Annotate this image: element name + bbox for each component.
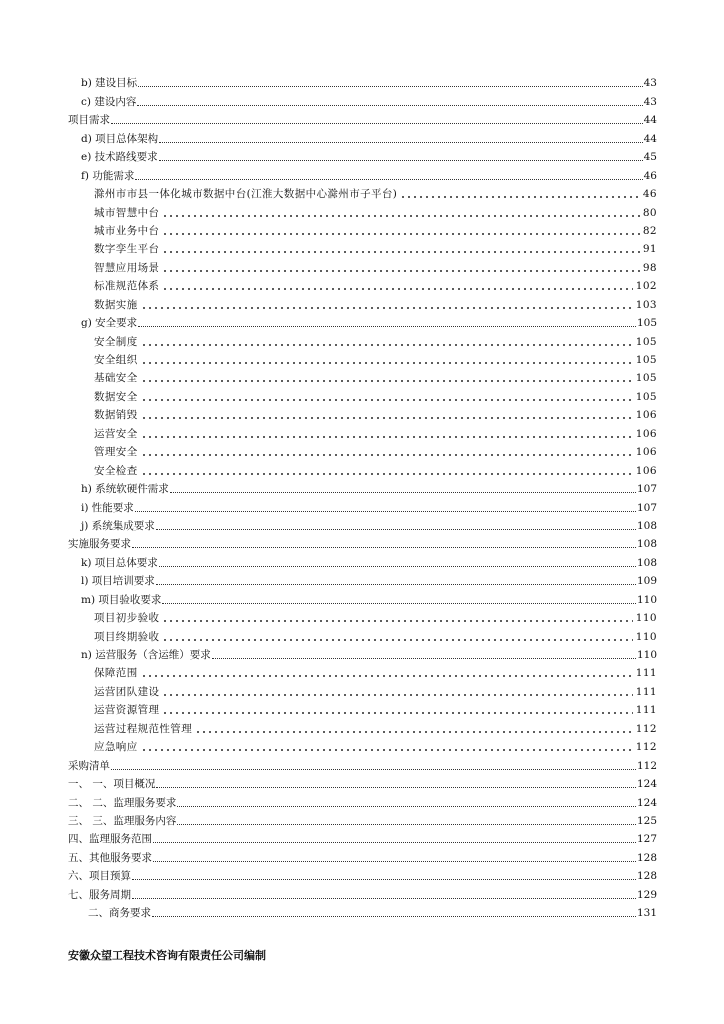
toc-entry-title: h) 系统软硬件需求 — [81, 483, 169, 496]
toc-entry-page-number: 106 — [635, 427, 657, 440]
dot-leader — [141, 417, 633, 419]
toc-entry-title: 二、 二、监理服务要求 — [68, 796, 177, 809]
toc-entry-title: n) 运营服务（含运维）要求 — [81, 649, 211, 661]
toc-entry-page-number: 108 — [636, 538, 657, 551]
dot-leader — [137, 105, 642, 106]
toc-entry[interactable] — [68, 258, 657, 276]
toc-entry-title: 四、监理服务范围 — [68, 833, 152, 846]
toc-entry[interactable] — [68, 756, 657, 774]
dot-leader — [141, 436, 633, 438]
toc-entry[interactable] — [68, 572, 657, 590]
dot-leader — [141, 675, 633, 677]
dot-leader — [156, 584, 636, 585]
toc-entry[interactable] — [68, 480, 657, 498]
dot-leader — [162, 215, 639, 217]
dot-leader — [195, 731, 633, 733]
toc-entry-title: 智慧应用场景 — [94, 261, 160, 274]
toc-entry[interactable] — [68, 793, 657, 811]
dot-leader — [132, 879, 636, 880]
toc-entry[interactable] — [68, 240, 657, 258]
document-credit: 安徽众望工程技术咨询有限责任公司编制 — [68, 949, 266, 962]
toc-entry-title: g) 安全要求 — [81, 317, 138, 330]
toc-entry[interactable] — [68, 664, 657, 682]
toc-entry[interactable] — [68, 775, 657, 793]
toc-entry-title: 二、商务要求 — [88, 907, 151, 920]
toc-entry-title: 实施服务要求 — [68, 538, 131, 551]
dot-leader — [162, 288, 632, 290]
dot-leader — [170, 492, 636, 493]
toc-entry-page-number: 110 — [635, 630, 657, 643]
toc-entry-page-number: 108 — [636, 519, 657, 532]
toc-entry[interactable] — [68, 148, 657, 166]
toc-entry[interactable] — [68, 314, 657, 332]
toc-entry[interactable] — [68, 369, 657, 387]
dot-leader — [159, 566, 636, 567]
toc-entry[interactable] — [68, 812, 657, 830]
toc-entry[interactable] — [68, 111, 657, 129]
toc-entry-title: c) 建设内容 — [81, 95, 137, 108]
toc-entry[interactable] — [68, 701, 657, 719]
dot-leader — [111, 123, 643, 124]
toc-entry-page-number: 112 — [635, 741, 657, 754]
toc-entry-page-number: 44 — [643, 114, 657, 127]
toc-entry-page-number: 82 — [642, 224, 657, 237]
dot-leader — [153, 861, 636, 862]
dot-leader — [111, 769, 636, 770]
toc-entry-title: 运营资源管理 — [94, 704, 160, 717]
toc-entry-page-number: 105 — [635, 390, 657, 403]
toc-entry-page-number: 107 — [636, 483, 657, 496]
toc-entry[interactable] — [68, 738, 657, 756]
toc-entry[interactable] — [68, 609, 657, 627]
toc-entry-page-number: 44 — [643, 132, 657, 145]
dot-leader — [138, 86, 642, 87]
toc-entry[interactable] — [68, 830, 657, 848]
dot-leader — [162, 620, 632, 622]
toc-entry[interactable] — [68, 461, 657, 479]
toc-entry-page-number: 128 — [636, 851, 657, 864]
toc-entry-title: 应急响应 — [94, 741, 138, 754]
toc-entry[interactable] — [68, 92, 657, 110]
toc-entry-title: 数字孪生平台 — [94, 243, 160, 256]
toc-entry[interactable] — [68, 867, 657, 885]
toc-entry-page-number: 111 — [635, 704, 657, 717]
toc-entry-page-number: 111 — [635, 667, 657, 680]
dot-leader — [141, 749, 633, 751]
toc-entry-title: 项目初步验收 — [94, 612, 160, 625]
toc-entry-page-number: 109 — [636, 575, 657, 588]
toc-entry-page-number: 46 — [642, 188, 657, 201]
dot-leader — [141, 454, 633, 456]
dot-leader — [141, 307, 633, 309]
toc-entry-page-number: 111 — [635, 685, 657, 698]
toc-entry[interactable] — [68, 277, 657, 295]
toc-entry-title: i) 性能要求 — [81, 501, 134, 514]
dot-leader — [141, 344, 633, 346]
toc-entry-title: d) 项目总体架构 — [81, 132, 159, 145]
toc-entry-title: 城市业务中台 — [94, 224, 160, 237]
dot-leader — [132, 898, 636, 899]
toc-entry[interactable] — [68, 885, 657, 903]
toc-entry[interactable] — [68, 904, 657, 922]
toc-entry[interactable] — [68, 222, 657, 240]
toc-entry-page-number: 131 — [636, 907, 657, 920]
toc-entry-title: 七、服务周期 — [68, 888, 131, 901]
toc-entry-title: 安全检查 — [94, 464, 138, 477]
toc-entry-page-number: 112 — [635, 722, 657, 735]
toc-entry-title: k) 项目总体要求 — [81, 556, 158, 569]
dot-leader — [141, 362, 633, 364]
toc-entry[interactable] — [68, 406, 657, 424]
toc-entry-title: j) 系统集成要求 — [81, 519, 155, 532]
toc-entry[interactable] — [68, 185, 657, 203]
toc-entry[interactable] — [68, 203, 657, 221]
toc-entry-page-number: 45 — [643, 151, 657, 164]
toc-entry-title: 保障范围 — [94, 667, 138, 680]
toc-entry-page-number: 105 — [636, 317, 657, 330]
dot-leader — [162, 603, 636, 604]
dot-leader — [156, 529, 636, 530]
dot-leader — [135, 511, 636, 512]
toc-entry-title: b) 建设目标 — [81, 77, 138, 90]
toc-entry[interactable] — [68, 553, 657, 571]
toc-entry-page-number: 43 — [643, 77, 657, 90]
dot-leader — [400, 196, 640, 198]
toc-entry-title: 基础安全 — [94, 372, 138, 385]
toc-entry-page-number: 106 — [635, 464, 657, 477]
toc-entry-page-number: 129 — [636, 888, 657, 901]
toc-entry[interactable] — [68, 498, 657, 516]
toc-entry[interactable] — [68, 590, 657, 608]
dot-leader — [141, 399, 633, 401]
dot-leader — [141, 380, 633, 382]
toc-entry-page-number: 91 — [642, 243, 657, 256]
toc-entry-title: 标准规范体系 — [94, 280, 160, 293]
toc-entry-title: 管理安全 — [94, 446, 138, 459]
dot-leader — [162, 251, 639, 253]
toc-entry-page-number: 105 — [635, 372, 657, 385]
toc-entry-page-number: 110 — [636, 593, 657, 606]
toc-entry-page-number: 128 — [636, 870, 657, 883]
toc-entry-page-number: 46 — [643, 169, 657, 182]
toc-entry-page-number: 106 — [635, 446, 657, 459]
dot-leader — [212, 658, 636, 659]
toc-entry-page-number: 105 — [635, 354, 657, 366]
toc-entry[interactable] — [68, 351, 657, 369]
toc-entry-title: 运营团队建设 — [94, 685, 160, 698]
toc-entry[interactable] — [68, 74, 657, 92]
toc-entry[interactable] — [68, 295, 657, 313]
dot-leader — [162, 233, 639, 235]
toc-entry-title: 数据销毁 — [94, 409, 138, 422]
dot-leader — [138, 326, 636, 327]
toc-entry-page-number: 124 — [636, 778, 657, 791]
toc-entry-page-number: 124 — [636, 796, 657, 809]
toc-entry-title: 数据实施 — [94, 298, 138, 311]
toc-entry-page-number: 127 — [636, 833, 657, 846]
toc-entry[interactable] — [68, 387, 657, 405]
toc-entry-page-number: 103 — [635, 298, 657, 311]
toc-entry-page-number: 106 — [635, 409, 657, 422]
toc-entry-title: 三、 三、监理服务内容 — [68, 814, 177, 827]
dot-leader — [152, 916, 636, 917]
dot-leader — [132, 547, 636, 548]
toc-entry[interactable] — [68, 517, 657, 535]
dot-leader — [135, 179, 642, 180]
toc-entry-title: 滁州市市县一体化城市数据中台(江淮大数据中心滁州市子平台) — [94, 188, 398, 201]
dot-leader — [159, 142, 642, 143]
toc-entry-page-number: 108 — [636, 556, 657, 569]
toc-entry-title: m) 项目验收要求 — [81, 593, 162, 606]
toc-entry[interactable] — [68, 719, 657, 737]
toc-entry[interactable] — [68, 443, 657, 461]
toc-entry-page-number: 110 — [635, 612, 657, 625]
toc-entry-title: 城市智慧中台 — [94, 206, 160, 219]
dot-leader — [162, 639, 632, 641]
toc-entry-page-number: 112 — [636, 759, 657, 772]
dot-leader — [153, 842, 636, 843]
toc-entry-page-number: 80 — [642, 206, 657, 219]
toc-entry-page-number: 125 — [636, 814, 657, 827]
toc-entry-title: 项目需求 — [68, 114, 110, 127]
toc-entry-page-number: 43 — [643, 95, 657, 108]
toc-entry-title: 六、项目预算 — [68, 870, 131, 883]
dot-leader — [177, 824, 636, 825]
toc-entry[interactable] — [68, 627, 657, 645]
toc-entry-title: l) 项目培训要求 — [81, 575, 155, 588]
dot-leader — [159, 160, 643, 161]
toc-entry[interactable] — [68, 848, 657, 866]
toc-entry[interactable] — [68, 682, 657, 700]
toc-entry[interactable] — [68, 646, 657, 664]
toc-entry-title: 运营安全 — [94, 427, 138, 440]
dot-leader — [162, 270, 639, 272]
toc-entry[interactable] — [68, 129, 657, 147]
toc-entry-title: e) 技术路线要求 — [81, 151, 158, 164]
toc-entry[interactable] — [68, 424, 657, 442]
toc-entry-title: 五、其他服务要求 — [68, 851, 152, 864]
toc-entry-page-number: 105 — [635, 335, 657, 348]
dot-leader — [156, 787, 636, 788]
toc-entry-title: 项目终期验收 — [94, 630, 160, 643]
toc-entry-title: 运营过程规范性管理 — [94, 722, 193, 735]
toc-entry-page-number: 107 — [636, 501, 657, 514]
toc-entry-title: f) 功能需求 — [81, 169, 135, 182]
toc-entry-page-number: 98 — [642, 261, 657, 274]
toc-entry-title: 安全制度 — [94, 335, 138, 348]
toc-entry-title: 一、 一、项目概况 — [68, 778, 156, 791]
toc-entry-page-number: 110 — [636, 649, 657, 661]
toc-entry-title: 采购清单 — [68, 759, 110, 772]
toc-entry-title: 数据安全 — [94, 390, 138, 403]
table-of-contents — [68, 74, 657, 922]
toc-entry-title: 安全组织 — [94, 354, 138, 366]
toc-entry-page-number: 102 — [635, 280, 657, 293]
dot-leader — [162, 712, 632, 714]
dot-leader — [162, 694, 632, 696]
dot-leader — [141, 473, 633, 475]
dot-leader — [177, 806, 636, 807]
toc-entry[interactable] — [68, 166, 657, 184]
toc-entry[interactable] — [68, 535, 657, 553]
toc-entry[interactable] — [68, 332, 657, 350]
